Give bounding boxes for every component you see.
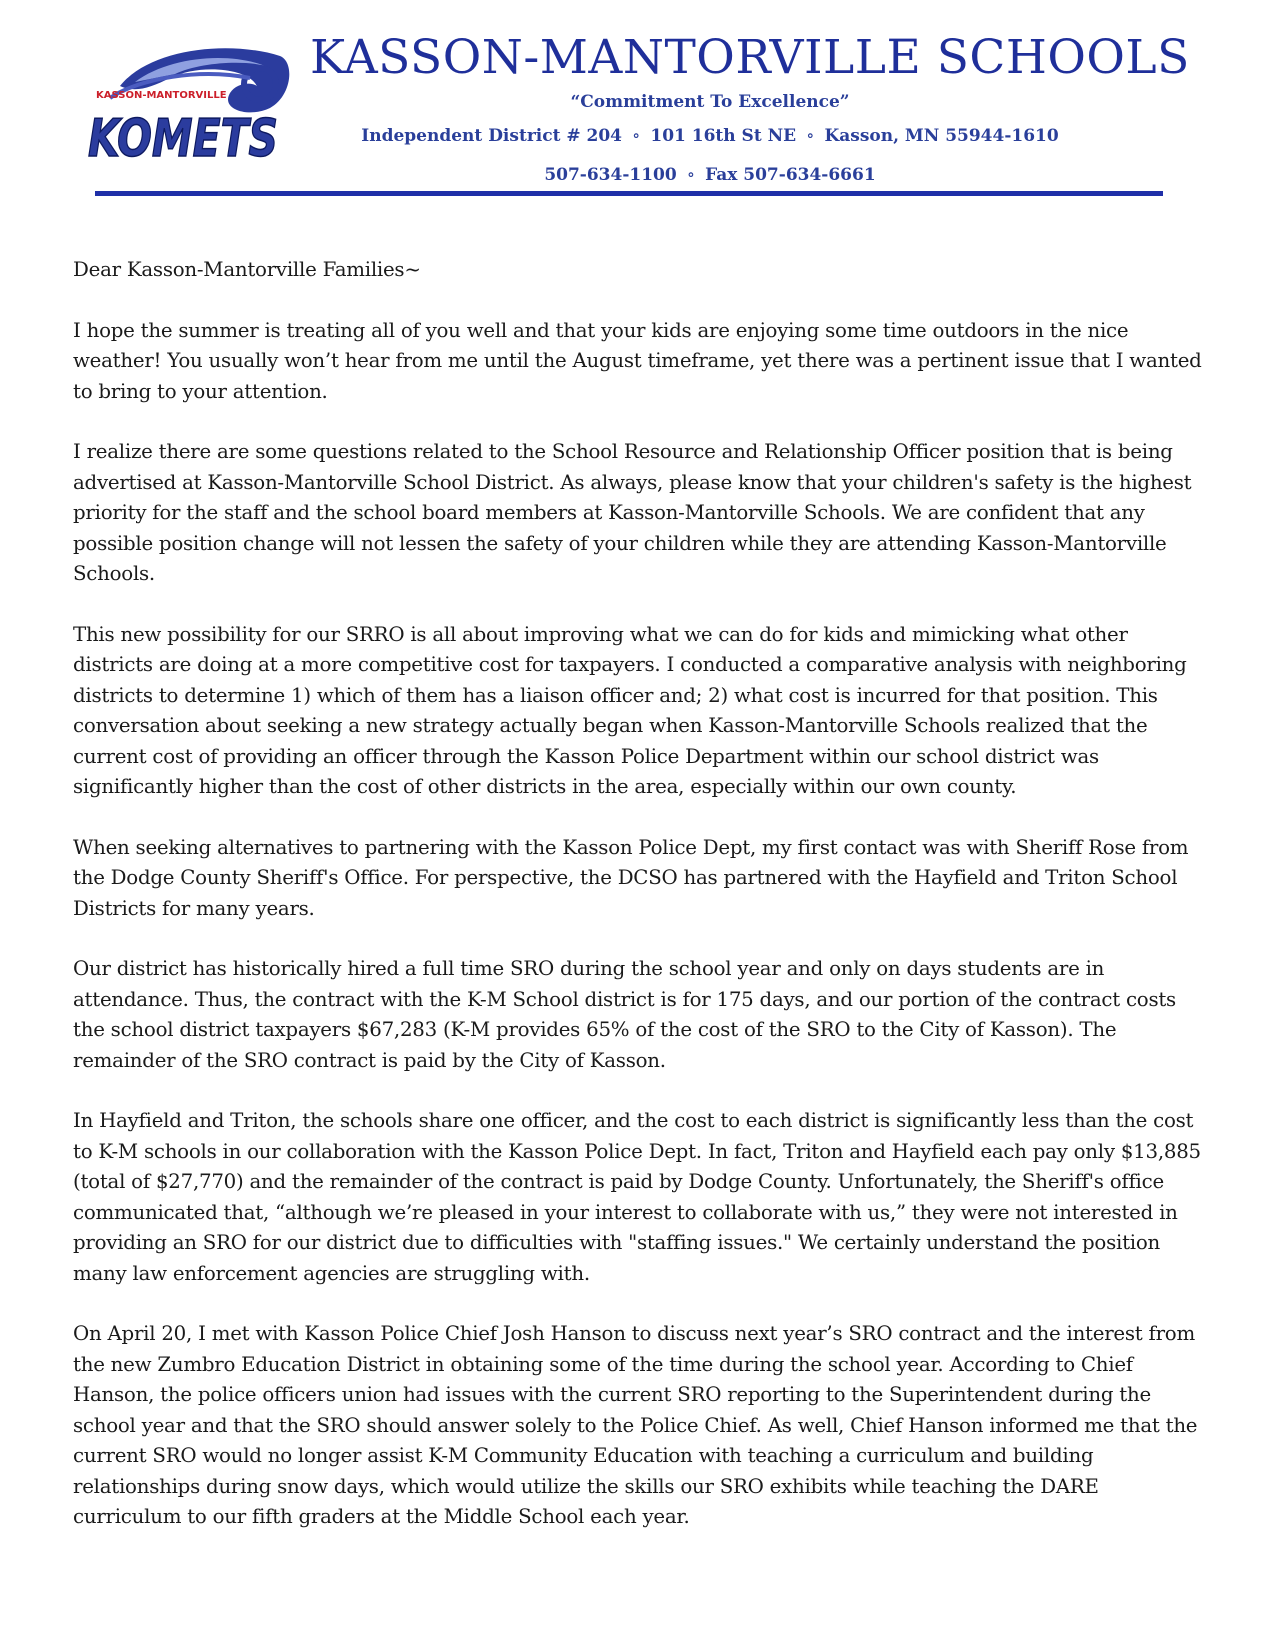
letter-paragraph: This new possibility for our SRRO is all about improving what we can do for kids and mimicking what other districts are doing at a more competitive cost for taxpayers. I conducted a comparative analysis with neighboring districts to determine 1) which of them has a liaison officer and; 2) what cost is incurred for that position. This conversation about seeking a new strategy actually began when Kasson-Mantorville Schools realized that the current cost of providing an officer through the Kasson Police Department within our school district was significantly higher than the cost of other districts in the area, especially within our own county. [73, 622, 1187, 798]
letter-paragraph: On April 20, I met with Kasson Police Chief Josh Hanson to discuss next year’s SRO contract and the interest from the new Zumbro Education District in obtaining some of the time during the school year. According to Chief Hanson, the police officers union had issues with the current SRO reporting to the Superintendent during the school year and that the SRO should answer solely to the Police Chief. As well, Chief Hanson informed me that the current SRO would no longer assist K-M Community Education with teaching a curriculum and building relationships during snow days, which would utilize the skills our SRO exhibits while teaching the DARE curriculum to our fifth graders at the Middle School each year. [73, 1322, 1198, 1528]
letter-paragraph: In Hayfield and Triton, the schools share one officer, and the cost to each district is significantly less than the cost to K-M schools in our collaboration with the Kasson Police Dept. In fact, Triton and Hayfield each pay only $13,885 (total of $27,770) and the remainder of the contract is paid by Dodge County. Unfortunately, the Sheriff's office communicated that, “although we’re pleased in your interest to collaborate with us,” they were not interested in providing an SRO for our district due to difficulties with "staffing issues." We certainly understand the position many law enforcement agencies are struggling with. [73, 1109, 1201, 1285]
phone-line [300, 165, 1120, 185]
separator-dot: ∘ [632, 126, 641, 146]
logo-komets-text: KOMETS [88, 109, 278, 169]
letter-body [73, 255, 1203, 1563]
school-name-heading: KASSON-MANTORVILLE SCHOOLS [310, 30, 1190, 85]
letter-paragraph: Our district has historically hired a full time SRO during the school year and only on days students are in attendance. Thus, the contract with the K-M School district is for 175 days, and our portion of the contract costs the school district taxpayers $67,283 (K-M provides 65% of the cost of the SRO to the City of Kasson). The remainder of the SRO contract is paid by the City of Kasson. [73, 957, 1176, 1072]
district-number: Independent District # 204 [361, 126, 623, 146]
address-line [300, 126, 1120, 146]
comet-logo-graphic [80, 38, 295, 173]
letter-paragraph: I realize there are some questions related to the School Resource and Relationship Officer position that is being advertised at Kasson-Mantorville School District. As always, please know that your children's safety is the highest priority for the staff and the school board members at Kasson-Mantorville Schools. We are confident that any possible position change will not lessen the safety of your children while they are attending Kasson-Mantorville Schools. [73, 440, 1192, 585]
city-state-zip: Kasson, MN 55944-1610 [824, 126, 1059, 146]
letter-greeting: Dear Kasson-Mantorville Families~ [73, 258, 421, 281]
street-address: 101 16th St NE [650, 126, 797, 146]
logo-top-text: KASSON-MANTORVILLE [96, 90, 227, 101]
phone-number: 507-634-1100 [544, 165, 677, 185]
komets-logo [80, 38, 295, 173]
letter-paragraph: When seeking alternatives to partnering with the Kasson Police Dept, my first contact was with Sheriff Rose from the Dodge County Sheriff's Office. For perspective, the DCSO has partnered with the Hayfield and Triton School Districts for many years. [73, 835, 1189, 920]
separator-dot: ∘ [686, 165, 696, 185]
letterhead-divider [95, 191, 1163, 196]
school-motto: “Commitment To Excellence” [570, 92, 850, 112]
fax-number: Fax 507-634-6661 [705, 165, 876, 185]
letter-paragraph: I hope the summer is treating all of you well and that your kids are enjoying some time outdoors in the nice weather! You usually won’t hear from me until the August timeframe, yet there was a pertinent issue that I wanted to bring to your attention. [73, 318, 1202, 403]
separator-dot: ∘ [806, 126, 815, 146]
